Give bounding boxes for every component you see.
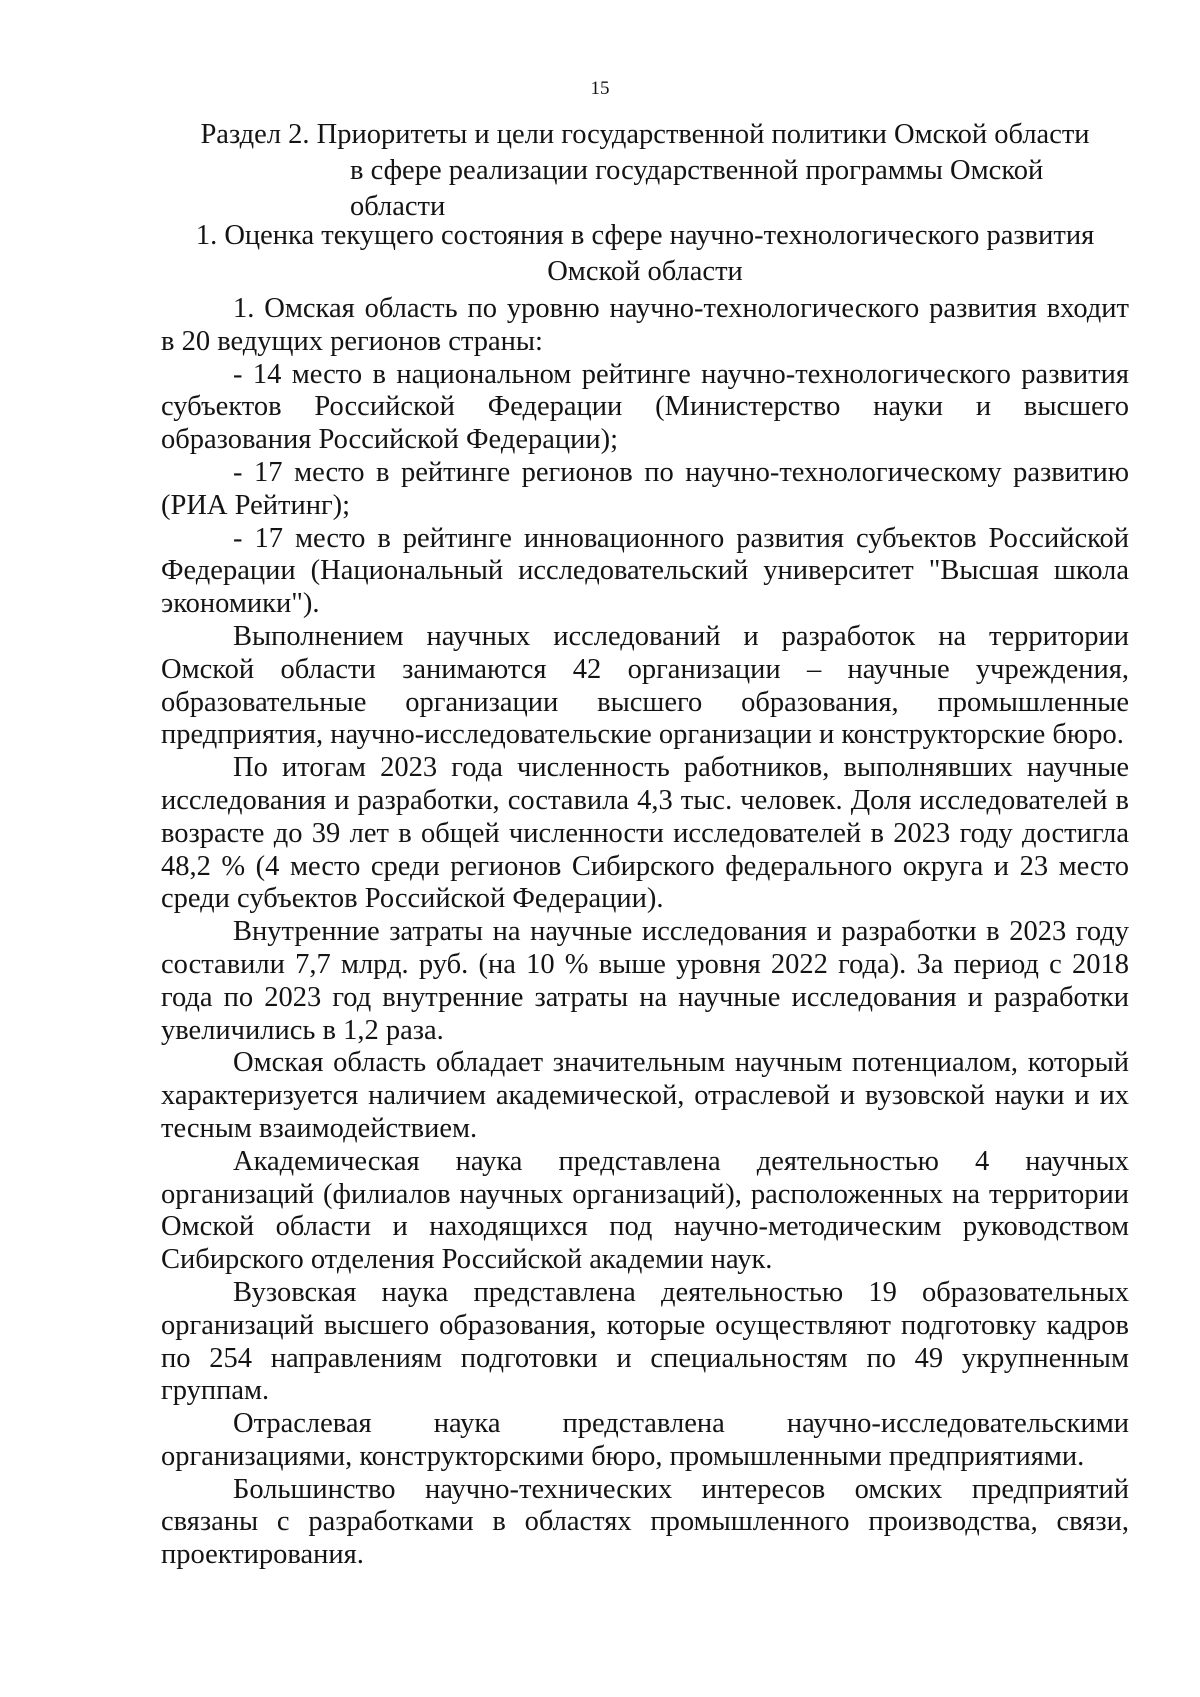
section-title <box>160 117 1130 225</box>
page-number: 15 <box>590 78 610 99</box>
paragraph-ranking-intro: 1. Омская область по уровню научно-технологического развития входит в 20 ведущих регионов страны: <box>161 293 1129 357</box>
list-item-ranking-17-ria: - 17 место в рейтинге регионов по научно-технологическому развитию (РИА Рейтинг); <box>161 456 1129 521</box>
subsection-title <box>160 218 1130 290</box>
list-item-ranking-14: - 14 место в национальном рейтинге научно-технологического развития субъектов Российской Федерации (Министерство науки и высшего образования Российской Федерации); <box>161 358 1129 456</box>
paragraph-organizations: Выполнением научных исследований и разработок на территории Омской области занимаются 42 организации – научные учреждения, образовательные организации высшего образования, промышленные предприятия, научно-исследовательские организации и конструкторские бюро. <box>161 620 1129 751</box>
paragraph-potential: Омская область обладает значительным научным потенциалом, который характеризуется наличием академической, отраслевой и вузовской науки и их тесным взаимодействием. <box>161 1047 1129 1144</box>
body-text <box>161 293 1129 1572</box>
list-item-ranking-17-hse: - 17 место в рейтинге инновационного развития субъектов Российской Федерации (Национальный исследовательский университет "Высшая школа экономики"). <box>161 522 1129 620</box>
paragraph-enterprise-interests: Большинство научно-технических интересов омских предприятий связаны с разработками в областях промышленного производства, связи, проектирования. <box>161 1473 1129 1571</box>
section-title-line-1: Раздел 2. Приоритеты и цели государственной политики Омской области <box>200 119 1090 150</box>
paragraph-university-science: Вузовская наука представлена деятельностью 19 образовательных организаций высшего образования, которые осуществляют подготовку кадров по 254 направлениям подготовки и специальностям по 49 укрупненным группам. <box>161 1276 1129 1407</box>
section-title-line-2: в сфере реализации государственной программы Омской области <box>350 155 1044 222</box>
paragraph-workforce: По итогам 2023 года численность работников, выполнявших научные исследования и разработки, составила 4,3 тыс. человек. Доля исследователей в возрасте до 39 лет в общей численности исследователей в 2023 году достигла 48,2 % (4 место среди регионов Сибирского федерального округа и 23 место среди субъектов Российской Федерации). <box>161 752 1129 915</box>
subsection-title-line-1: 1. Оценка текущего состояния в сфере научно-технологического развития <box>195 220 1095 251</box>
paragraph-expenditures: Внутренние затраты на научные исследования и разработки в 2023 году составили 7,7 млрд. руб. (на 10 % выше уровня 2022 года). За период с 2018 года по 2023 год внутренние затраты на научные исследования и разработки увеличились в 1,2 раза. <box>161 916 1129 1046</box>
paragraph-industry-science: Отраслевая наука представлена научно-исследовательскими организациями, конструкторскими бюро, промышленными предприятиями. <box>161 1408 1129 1472</box>
subsection-title-line-2: Омской области <box>547 256 743 287</box>
paragraph-academic-science: Академическая наука представлена деятельностью 4 научных организаций (филиалов научных организаций), расположенных на территории Омской области и находящихся под научно-методическим руководством Сибирского отделения Российской академии наук. <box>161 1145 1129 1276</box>
